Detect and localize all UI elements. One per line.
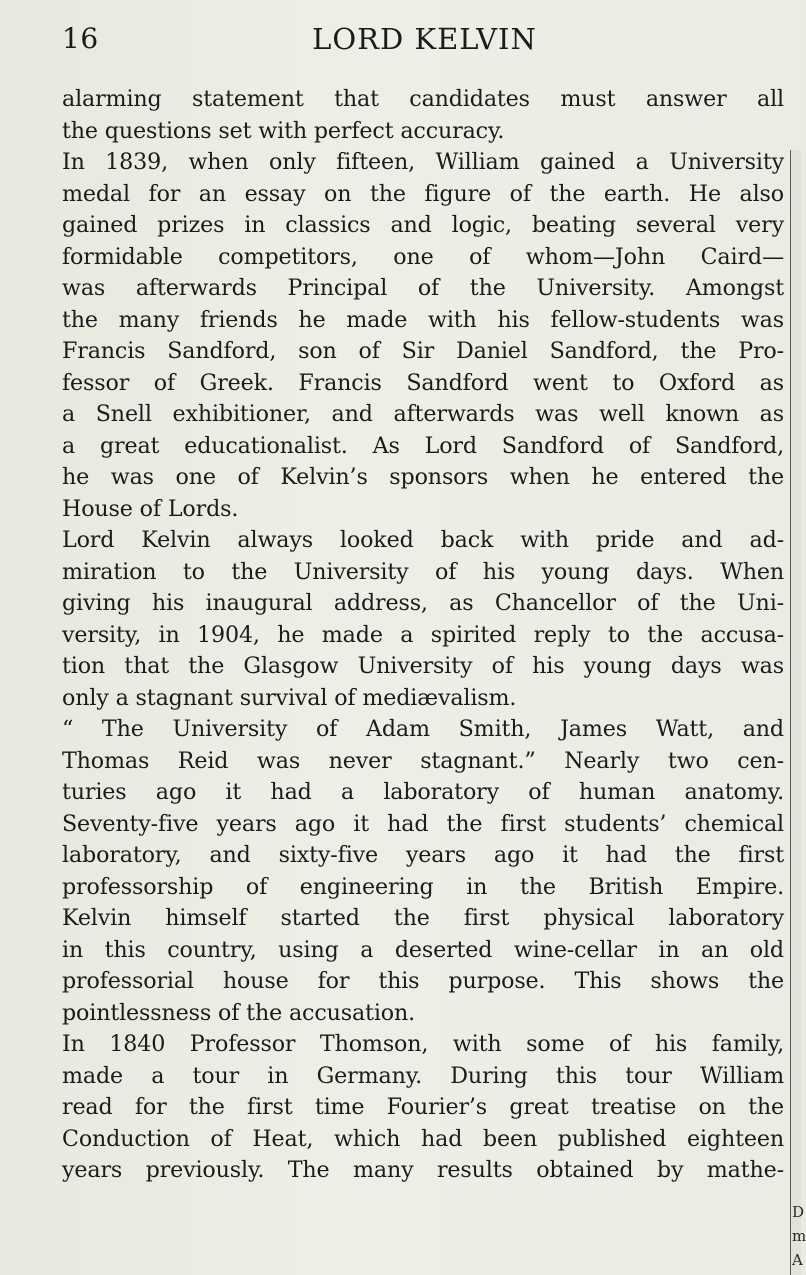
text-line: versity, in 1904, he made a spirited reply to the accusa- xyxy=(62,621,784,648)
text-line: medal for an essay on the figure of the earth. He also xyxy=(62,180,784,207)
text-line: formidable competitors, one of whom—John Caird— xyxy=(62,243,784,270)
text-line: House of Lords. xyxy=(62,495,239,522)
text-line: in this country, using a deserted wine-cellar in an old xyxy=(62,936,784,963)
text-line: the many friends he made with his fellow-students was xyxy=(62,306,784,333)
text-line: gained prizes in classics and logic, beating several very xyxy=(62,212,784,238)
text-line: a Snell exhibitioner, and afterwards was well known as xyxy=(62,401,784,427)
text-line: In 1840 Professor Thomson, with some of his family, xyxy=(62,1031,784,1057)
text-line: only a stagnant survival of mediævalism. xyxy=(62,684,517,711)
text-line: alarming statement that candidates must answer all xyxy=(62,86,784,112)
text-line: turies ago it had a laboratory of human anatomy. xyxy=(62,779,784,805)
text-line: was afterwards Principal of the University. Amongst xyxy=(62,275,784,301)
text-line: professorship of engineering in the British Empire. xyxy=(62,873,784,900)
text-line: Lord Kelvin always looked back with pride and ad- xyxy=(62,527,784,553)
text-line: years previously. The many results obtained by mathe- xyxy=(62,1157,784,1183)
text-line: laboratory, and sixty-five years ago it had the first xyxy=(62,842,784,868)
text-line: Conduction of Heat, which had been published eighteen xyxy=(62,1125,784,1152)
text-line: Thomas Reid was never stagnant.” Nearly two cen- xyxy=(62,747,784,774)
text-line: the questions set with perfect accuracy. xyxy=(62,117,505,144)
text-line: read for the first time Fourier’s great treatise on the xyxy=(62,1094,784,1120)
page-header xyxy=(62,22,787,66)
text-line: Seventy-five years ago it had the first students’ chemical xyxy=(62,810,784,837)
text-line: In 1839, when only fifteen, William gained a University xyxy=(62,149,784,175)
text-line: “ The University of Adam Smith, James Watt, and xyxy=(62,716,784,742)
text-line: fessor of Greek. Francis Sandford went to Oxford as xyxy=(62,369,784,396)
text-line: professorial house for this purpose. This shows the xyxy=(62,968,784,994)
page-number: 16 xyxy=(62,22,99,55)
text-line: miration to the University of his young days. When xyxy=(62,558,784,585)
text-line: giving his inaugural address, as Chancellor of the Uni- xyxy=(62,590,784,616)
text-line: Francis Sandford, son of Sir Daniel Sandford, the Pro- xyxy=(62,338,784,364)
text-line: made a tour in Germany. During this tour William xyxy=(62,1062,784,1089)
running-head: LORD KELVIN xyxy=(312,22,537,56)
text-line: pointlessness of the accusation. xyxy=(62,999,416,1026)
text-line: a great educationalist. As Lord Sandford of Sandford, xyxy=(62,432,784,459)
facing-page-edge xyxy=(790,150,801,1275)
facing-page-fragment: D m A xyxy=(792,1203,806,1269)
text-line: tion that the Glasgow University of his young days was xyxy=(62,653,784,679)
text-line: he was one of Kelvin’s sponsors when he entered the xyxy=(62,464,784,490)
text-line: Kelvin himself started the first physical laboratory xyxy=(62,905,784,931)
body-text xyxy=(62,84,784,1187)
